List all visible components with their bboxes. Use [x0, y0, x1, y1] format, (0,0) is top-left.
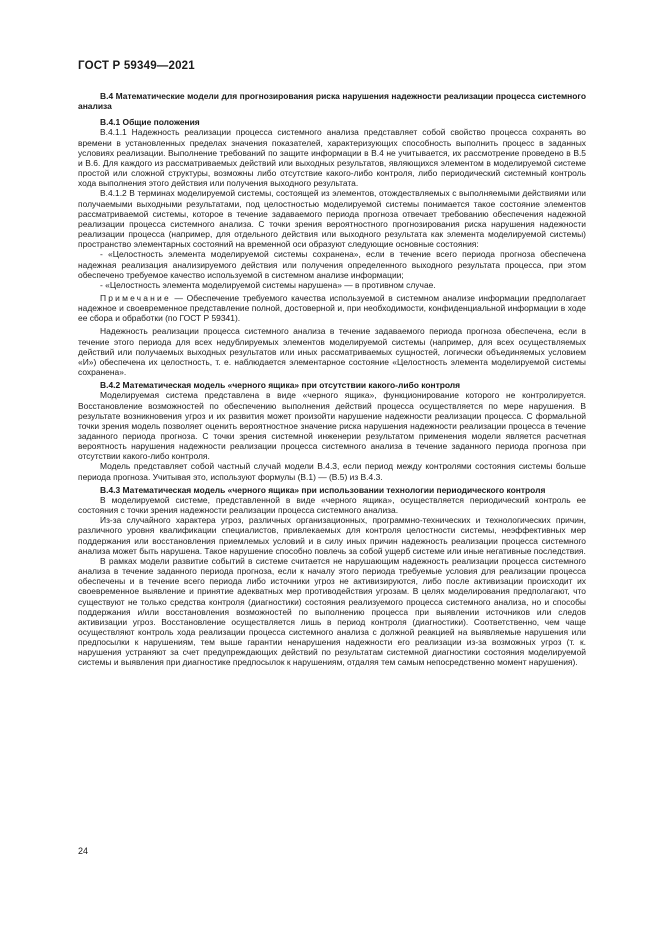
paragraph-b43-1: В моделируемой системе, представленной в виде «черного ящика», осуществляется периодический контроль ее состояния с точки зрения надежности реализации процесса системного анализа.: [78, 494, 586, 516]
section-b42-title: В.4.2 Математическая модель «черного ящика» при отсутствии какого-либо контроля: [100, 380, 461, 391]
note-text: — Обеспечение требуемого качества используемой в системном анализе информации предполагает надежное и своевременное представление полной, достоверной и, при необходимости, конфиденциальной информации в ходе ее сбора и обработки (по ГОСТ Р 59341).: [78, 292, 586, 324]
paragraph-b412-conclusion: Надежность реализации процесса системного анализа в течение задаваемого периода прогноза обеспечена, если в течение этого периода для всех недублируемых элементов моделируемой системы (например, для всех осуществляемых действий или получаемых выходных результатов или иных рассматриваемых сущностей, логически объединяемых условием «И») обеспечена их целостность, т. е. наблюдается элементарное состояние «Целостность элемента моделируемой системы сохранена».: [78, 326, 586, 378]
page-number: 24: [78, 846, 89, 856]
note-paragraph: [78, 293, 586, 323]
paragraph-b411: В.4.1.1 Надежность реализации процесса системного анализа представляет собой свойство процесса сохранять во времени в установленных пределах значения показателей, характеризующих способность выполнить процесс в заданных условиях реализации. Выполнение требований по защите информации в В.4 не учитывается, их рассмотрение проведено в В.5 и В.6. Для каждого из рассматриваемых действий или выходных результатов, являющихся элементом в моделируемой системе простой или сложной структуры, возможны либо отсутствие какого-либо контроля, либо периодический системный контроль хода выполнения этого действия или получения выходного результата.: [78, 127, 586, 189]
paragraph-b42-2: Модель представляет собой частный случай модели В.4.3, если период между контролями состояния системы больше периода прогноза. Учитывая это, используют формулы (В.1) — (В.5) из В.4.3.: [78, 461, 586, 482]
list-item: - «Целостность элемента моделируемой системы сохранена», если в течение всего периода прогноза обеспечена надежная реализация анализируемого действия или получения определенного выходного результата процесса, при этом обеспечено требуемое качество используемой в системном анализе информации;: [78, 249, 586, 280]
section-b4-title: В.4 Математические модели для прогнозирования риска нарушения надежности реализации процесса системного анализа: [78, 91, 586, 112]
paragraph-b412: В.4.1.2 В терминах моделируемой системы, состоящей из элементов, отождествляемых с выполняемыми действиями или получаемыми выходными результатами, под целостностью моделируемой системы понимается такое состояние элементов рассматриваемой системы, которое в течение задаваемого периода прогноза отвечает требованию обеспечения надежной реализации процесса системного анализа. С точки зрения вероятностного прогнозирования риска нарушения надежности реализации процесса (например, для отдельного действия или выходного результата как элемента моделируемой системы) пространство элементарных состояний на временной оси образуют следующие основные состояния:: [78, 188, 586, 250]
paragraph-b43-3: В рамках модели развитие событий в системе считается не нарушающим надежность реализации процесса системного анализа в течение заданного периода прогноза, если к началу этого периода требуемые условия для реализации процесса обеспечены и в течение всего периода либо источники угроз не активизируются, либо после активизации происходит их своевременное выявление и принятие адекватных мер противодействия угрозам. В целях моделирования предполагают, что существуют не только средства контроля (диагностики) состояния реализуемого процесса системного анализа, но и способы поддержания и/или восстановления возможностей по выполнению процесса при выявлении источников или следов активизации угроз. Восстановление осуществляется лишь в период контроля (диагностики). Соответственно, чем чаще осуществляют контроль хода реализации процесса системного анализа с должной реакцией на выявляемые нарушения или предпосылки к нарушениям, тем выше гарантии ненарушения надежности его реализации из-за возможных угроз (т. к. нарушения устраняют за счет предупреждающих действий по результатам системной диагностики состояния моделируемой системы и выявления при диагностике предпосылок к нарушениям, отдаляя тем самым непосредственно момент нарушения).: [78, 555, 586, 668]
section-b41-title: В.4.1 Общие положения: [100, 117, 200, 128]
paragraph-b42-1: Моделируемая система представлена в виде «черного ящика», функционирование которого не контролируется. Восстановление возможностей по обеспечению выполнения действий процесса осуществляется по мере нарушения. В результате возникновения угроз и их развития может произойти нарушение надежности реализации процесса. С формальной точки зрения модель позволяет оценить вероятностное значение риска нарушения надежности реализации процесса в течение заданного периода прогноза. С точки зрения системной инженерии результатом применения модели является расчетная вероятность нарушения надежности реализации процесса системного анализа в течение заданного периода прогноза при отсутствии какого-либо контроля.: [78, 390, 586, 462]
page-content: [78, 91, 586, 668]
paragraph-b43-2: Из-за случайного характера угроз, различных организационных, программно-технических и технологических причин, различного уровня квалификации специалистов, привлекаемых для контроля целостности системы, неэффективных мер поддержания или восстановления приемлемых условий и в силу иных причин надежность реализации процесса системного анализа может быть нарушена. Такое нарушение способно повлечь за собой ущерб системе или иные негативные последствия.: [78, 515, 586, 556]
list-item: - «Целостность элемента моделируемой системы нарушена» — в противном случае.: [100, 279, 436, 290]
section-b43-title: В.4.3 Математическая модель «черного ящика» при использовании технологии периодического контроля: [100, 484, 546, 495]
document-header: ГОСТ Р 59349—2021: [78, 60, 195, 72]
note-label: Примечание: [100, 292, 171, 303]
